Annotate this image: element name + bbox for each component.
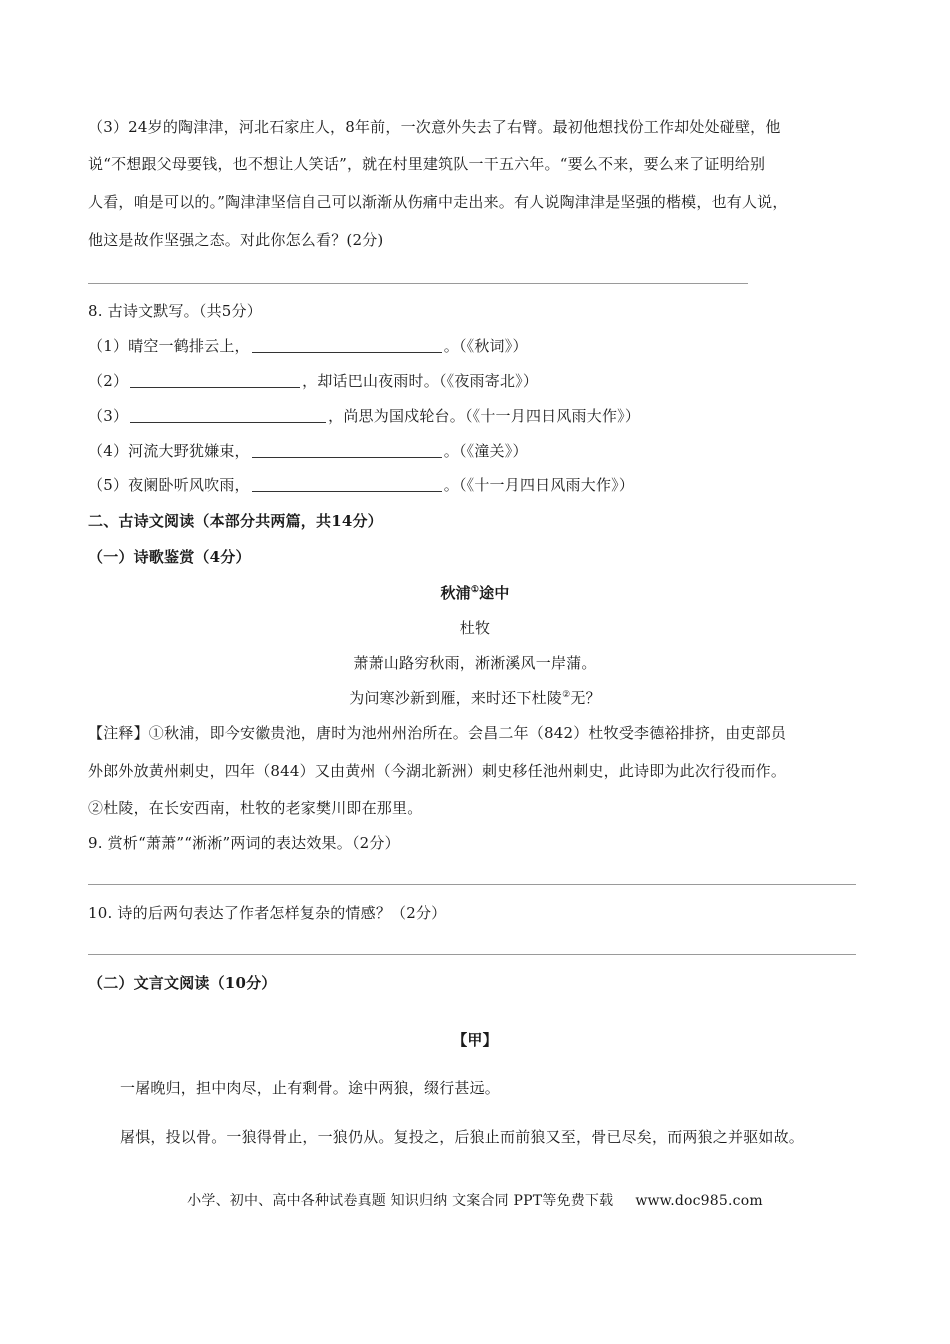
q8-item-3: [88, 405, 640, 427]
q10-prompt: 10. 诗的后两句表达了作者怎样复杂的情感？（2分）: [88, 904, 447, 922]
q8-item-3-blank[interactable]: [130, 406, 326, 423]
q8-item-4: [88, 440, 528, 462]
poem-line-1: 萧萧山路穷秋雨，淅淅溪风一岸蒲。: [353, 654, 597, 672]
poem-note-line-2: 外郎外放黄州刺史，四年（844）又由黄州（今湖北新洲）刺史移任池州刺史，此诗即为此次行役而作。: [88, 762, 787, 780]
section-2-title: 二、古诗文阅读（本部分共两篇，共14分）: [88, 512, 383, 530]
q8-item-1-post: 。（《秋词》）: [443, 337, 528, 355]
q8-item-2-pre: （2）: [88, 372, 129, 390]
q8-item-5-post: 。（《十一月四日风雨大作》）: [443, 476, 635, 494]
q8-item-4-pre: （4）河流大野犹嫌束，: [88, 442, 250, 460]
q8-item-1-blank[interactable]: [252, 336, 442, 353]
q8-item-2: [88, 370, 538, 392]
page-footer: [0, 1190, 950, 1212]
part-2-title: （二）文言文阅读（10分）: [88, 974, 277, 992]
passage-jia-para-2: 屠惧，投以骨。一狼得骨止，一狼仍从。复投之，后狼止而前狼又至，骨已尽矣，而两狼之并驱如故。: [120, 1128, 805, 1146]
poem-note-line-3: ②杜陵，在长安西南，杜牧的老家樊川即在那里。: [88, 799, 423, 817]
q8-item-1: [88, 335, 528, 357]
passage-jia-para-1: 一屠晚归，担中肉尽，止有剩骨。途中两狼，缀行甚远。: [120, 1079, 501, 1097]
q8-item-4-post: 。（《潼关》）: [443, 442, 528, 460]
poem-line-2: 为问寒沙新到雁，来时还下杜陵②无？: [349, 689, 601, 707]
footnote-mark-2: ②: [562, 690, 571, 700]
q8-item-2-post: ，却话巴山夜雨时。（《夜雨寄北》）: [302, 372, 539, 390]
poem-title: 秋浦①途中: [440, 584, 510, 602]
poem-author: 杜牧: [459, 619, 491, 637]
q7-3-line-3: 人看，咱是可以的。”陶津津坚信自己可以渐渐从伤痛中走出来。有人说陶津津是坚强的楷模，也有人说，: [88, 193, 788, 211]
q7-3-line-2: 说“不想跟父母要钱，也不想让人笑话”，就在村里建筑队一干五六年。“要么不来，要么来了证明给别: [88, 155, 766, 173]
q8-item-1-pre: （1）晴空一鹤排云上，: [88, 337, 250, 355]
answer-line-q10[interactable]: [88, 954, 856, 955]
footer-site[interactable]: www.doc985.com: [635, 1193, 763, 1209]
part-1-title: （一）诗歌鉴赏（4分）: [88, 548, 251, 566]
footer-text: 小学、初中、高中各种试卷真题 知识归纳 文案合同 PPT等免费下载: [187, 1193, 614, 1209]
q8-item-5-blank[interactable]: [252, 475, 442, 492]
q8-item-2-blank[interactable]: [130, 371, 300, 388]
q8-title: 8. 古诗文默写。（共5分）: [88, 302, 262, 320]
footnote-mark-1: ①: [470, 585, 480, 595]
poem-note-line-1: 【注释】①秋浦，即今安徽贵池，唐时为池州州治所在。会昌二年（842）杜牧受李德裕排挤，由吏部员: [88, 724, 787, 742]
q7-3-line-4: 他这是故作坚强之态。对此你怎么看？(2分): [88, 231, 384, 249]
answer-line-q7-3[interactable]: [88, 283, 748, 284]
passage-jia-label: 【甲】: [452, 1031, 498, 1049]
answer-line-q9[interactable]: [88, 884, 856, 885]
q7-3-line-1: （3）24岁的陶津津，河北石家庄人，8年前，一次意外失去了右臂。最初他想找份工作却处处碰壁，他: [88, 118, 781, 136]
q8-item-3-post: ，尚思为国戍轮台。（《十一月四日风雨大作》）: [328, 407, 641, 425]
q8-item-4-blank[interactable]: [252, 441, 442, 458]
q8-item-5: [88, 474, 634, 496]
q8-item-3-pre: （3）: [88, 407, 129, 425]
q8-item-5-pre: （5）夜阑卧听风吹雨，: [88, 476, 250, 494]
q9-prompt: 9. 赏析“萧萧”“淅淅”两词的表达效果。（2分）: [88, 834, 400, 852]
